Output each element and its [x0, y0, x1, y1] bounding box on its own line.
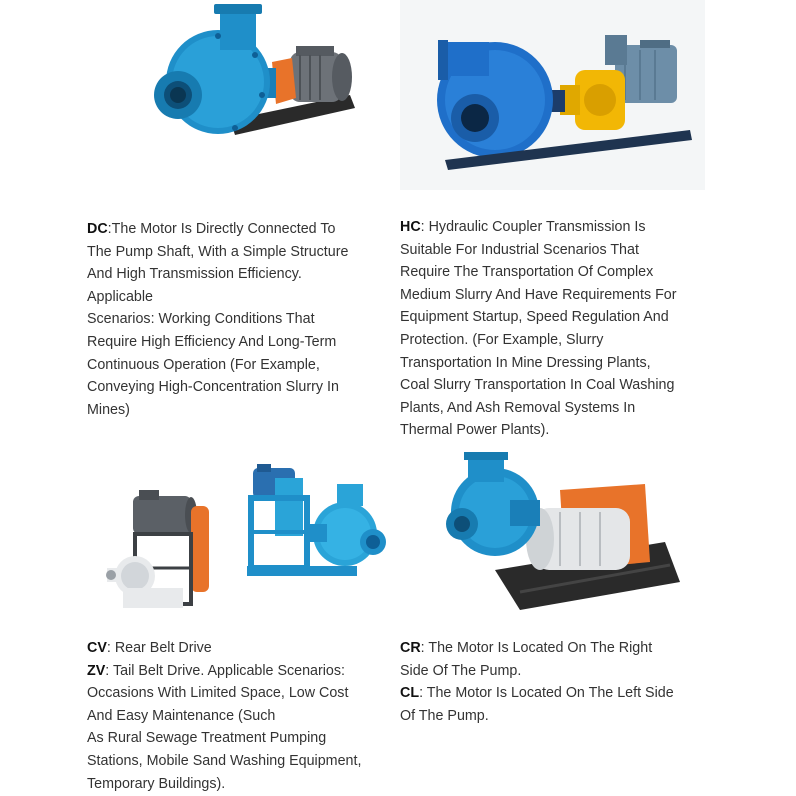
hc-line-6: Protection. (For Example, Slurry: [400, 331, 604, 348]
cr-cl-description: [400, 637, 674, 727]
dc-line-5: Scenarios: Working Conditions That: [87, 311, 315, 328]
hc-line-9: Plants, And Ash Removal Systems In: [400, 399, 636, 416]
dc-line-6: Require High Efficiency And Long-Term: [87, 333, 337, 350]
blue-pump-motor-right-photo: [440, 452, 685, 617]
zv-line-1: ZV: Tail Belt Drive. Applicable Scenarios:: [87, 662, 346, 679]
cr-line-1: CR: The Motor Is Located On The Right: [400, 640, 653, 656]
cl-line-1: CL: The Motor Is Located On The Left Side: [400, 685, 674, 702]
blue-pump-tail-belt-drive-photo: [245, 462, 390, 580]
cl-code: CL: [400, 685, 420, 702]
zv-line-3: And Easy Maintenance (Such: [87, 707, 276, 724]
dc-pump-image: [150, 0, 360, 165]
white-pump-rear-belt-drive-photo: [105, 488, 215, 613]
zv-line-6: Temporary Buildings).: [87, 775, 226, 792]
hc-line-4: Medium Slurry And Have Requirements For: [400, 286, 677, 303]
hc-code: HC: [400, 219, 421, 235]
dc-description: [87, 218, 348, 421]
cr-line-2: Side Of The Pump.: [400, 662, 522, 679]
dc-line-3: And High Transmission Efficiency.: [87, 266, 302, 283]
dc-code: DC: [87, 221, 108, 237]
cv-zv-description: [87, 637, 361, 795]
cv-code: CV: [87, 640, 107, 656]
zv-line-5: Stations, Mobile Sand Washing Equipment,: [87, 752, 362, 769]
zv-line-4: As Rural Sewage Treatment Pumping: [87, 730, 327, 747]
hc-line-8: Coal Slurry Transportation In Coal Washing: [400, 377, 675, 394]
hc-line-10: Thermal Power Plants).: [400, 422, 550, 439]
zv-line-2: Occasions With Limited Space, Low Cost: [87, 685, 349, 702]
zv-code: ZV: [87, 662, 106, 679]
hc-line-1: HC: Hydraulic Coupler Transmission Is: [400, 219, 646, 235]
dc-line-1: DC:The Motor Is Directly Connected To: [87, 221, 336, 237]
dc-line-4: Applicable: [87, 288, 153, 305]
cr-code: CR: [400, 640, 421, 656]
zv-pump-image: [245, 462, 390, 580]
dc-line-2: The Pump Shaft, With a Simple Structure: [87, 243, 349, 260]
hc-line-3: Require The Transportation Of Complex: [400, 264, 654, 281]
cl-line-2: Of The Pump.: [400, 707, 489, 724]
hc-line-7: Transportation In Mine Dressing Plants,: [400, 354, 651, 371]
hc-description: [400, 216, 677, 442]
dc-line-9: Mines): [87, 401, 130, 418]
blue-slurry-pump-hydraulic-coupler-photo: [400, 0, 705, 190]
hc-line-5: Equipment Startup, Speed Regulation And: [400, 309, 669, 326]
hc-line-2: Suitable For Industrial Scenarios That: [400, 241, 639, 258]
hc-pump-image: [400, 0, 705, 190]
blue-slurry-pump-direct-drive-photo: [150, 0, 360, 165]
dc-line-8: Conveying High-Concentration Slurry In: [87, 379, 339, 396]
dc-line-7: Continuous Operation (For Example,: [87, 356, 320, 373]
cv-pump-image: [105, 488, 215, 613]
cv-line: CV: Rear Belt Drive: [87, 640, 212, 656]
cr-pump-image: [440, 452, 685, 617]
